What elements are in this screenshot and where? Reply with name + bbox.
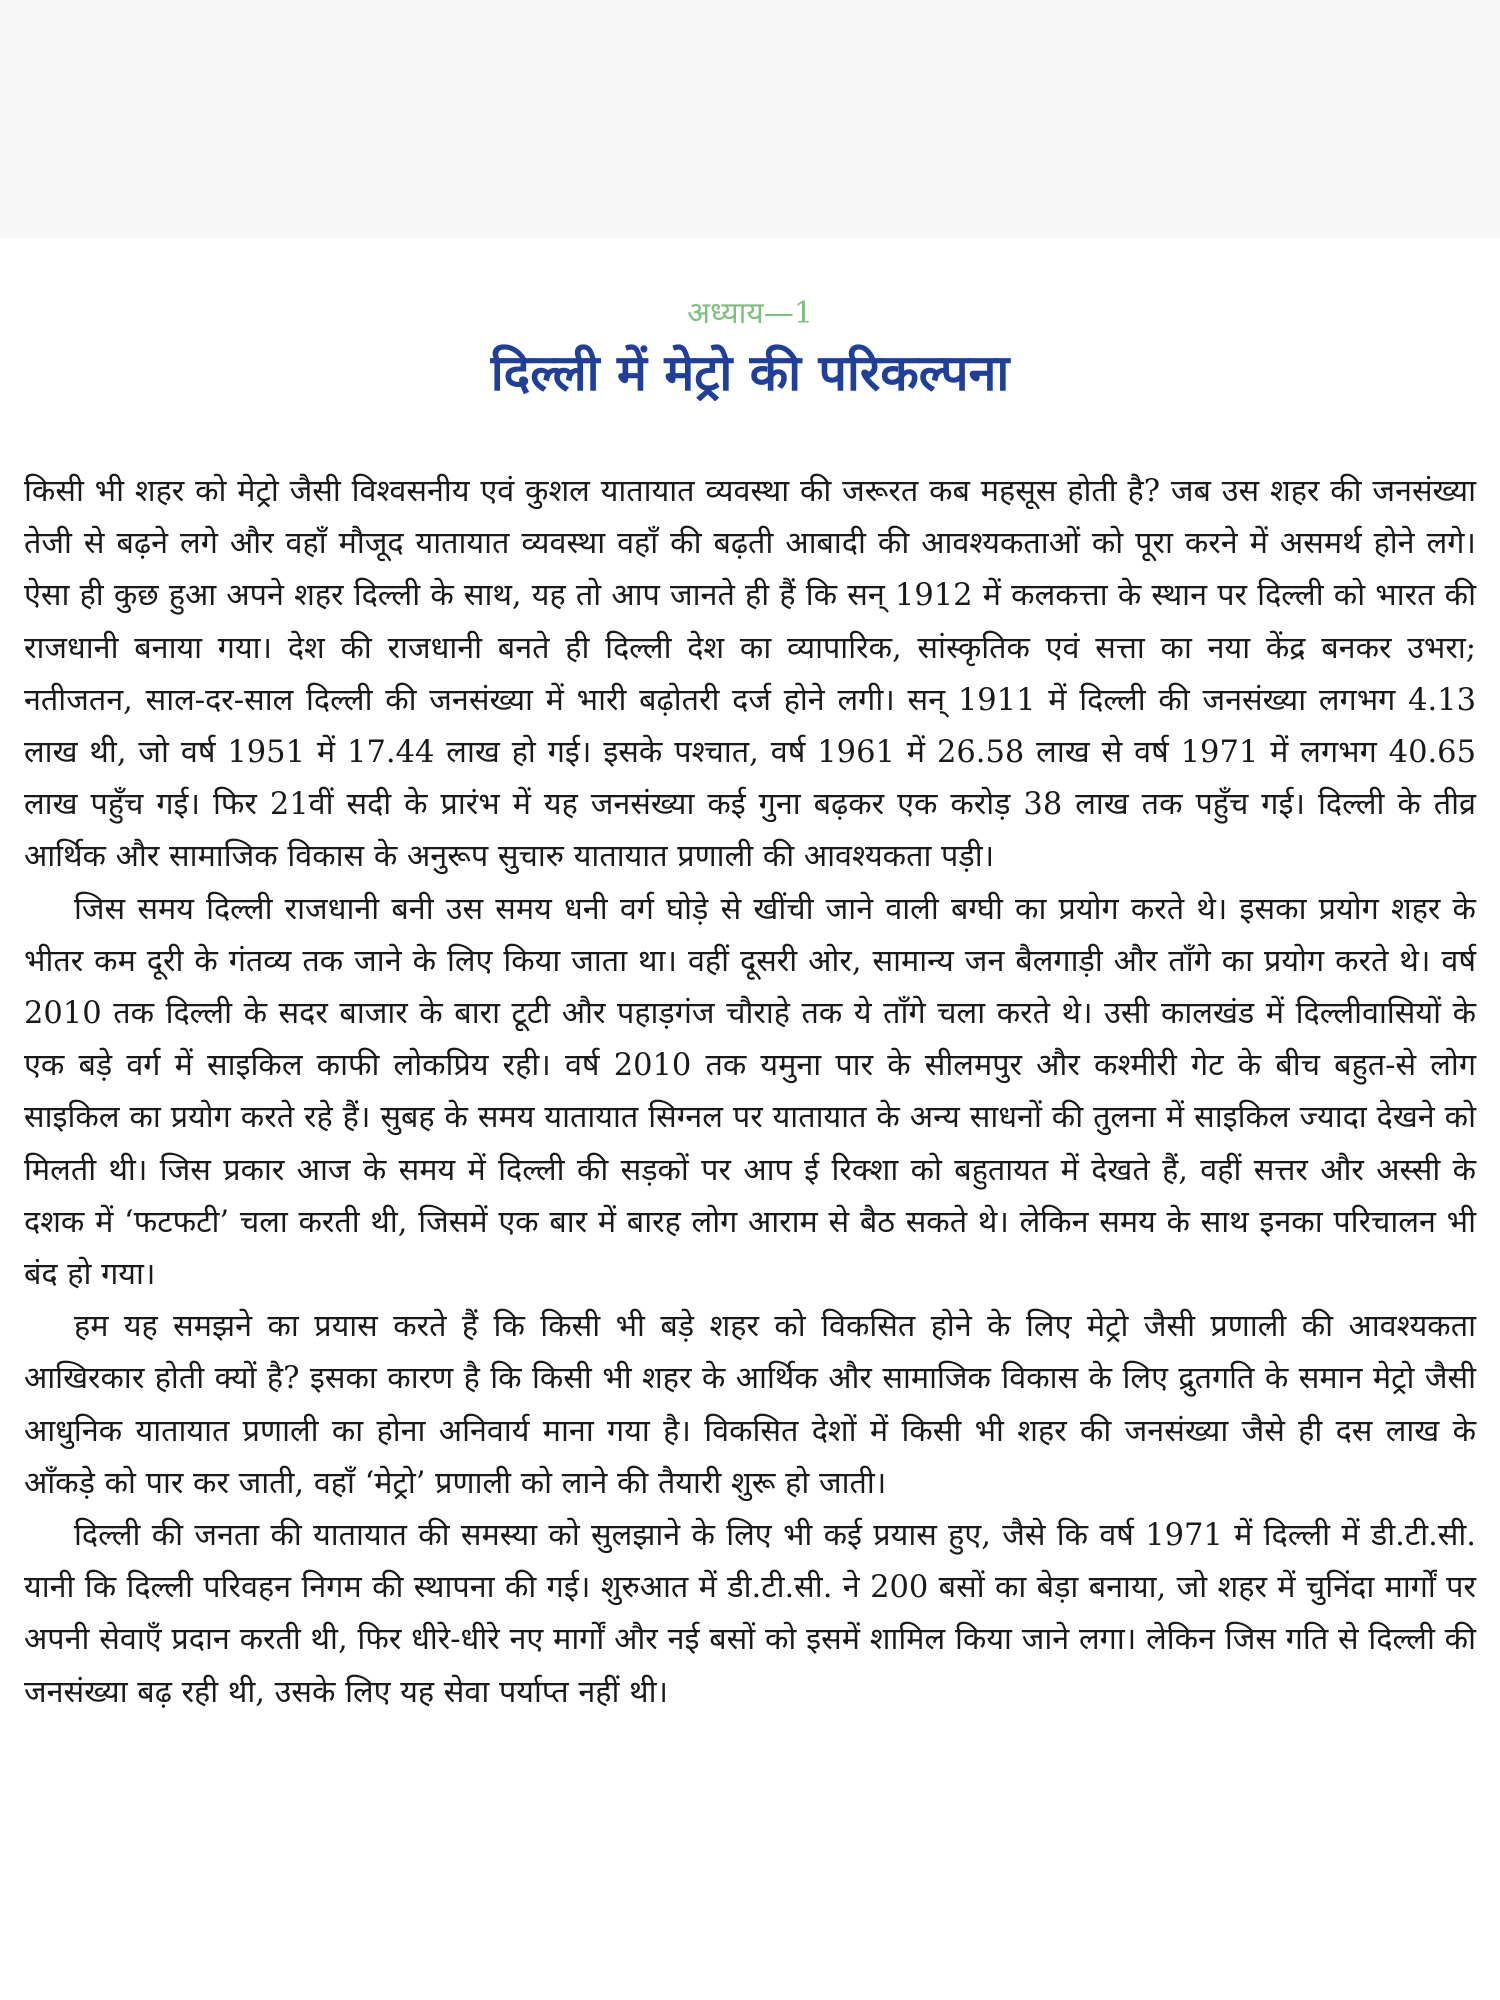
paragraph: दिल्ली की जनता की यातायात की समस्या को सुलझाने के लिए भी कई प्रयास हुए, जैसे कि वर्ष 1971 में दिल्ली में डी.टी.सी. यानी कि दिल्ली परिवहन निगम की स्थापना की गई। शुरुआत में डी.टी.सी. ने 200 बसों का बेड़ा बनाया, जो शहर में चुनिंदा मार्गों पर अपनी सेवाएँ प्रदान करती थी, फिर धीरे-धीरे नए मार्गों और नई बसों को इसमें शामिल किया जाने लगा। लेकिन जिस गति से दिल्ली की जनसंख्या बढ़ रही थी, उसके लिए यह सेवा पर्याप्त नहीं थी। xyxy=(24,1518,1476,1710)
chapter-number: अध्याय—1 xyxy=(687,296,813,331)
chapter-body xyxy=(24,466,1476,1719)
paragraph: हम यह समझने का प्रयास करते हैं कि किसी भी बड़े शहर को विकसित होने के लिए मेट्रो जैसी प्रणाली की आवश्यकता आखिरकार होती क्यों है? इसका कारण है कि किसी भी शहर के आर्थिक और सामाजिक विकास के लिए द्रुतगति के समान मेट्रो जैसी आधुनिक यातायात प्रणाली का होना अनिवार्य माना गया है। विकसित देशों में किसी भी शहर की जनसंख्या जैसे ही दस लाख के आँकड़े को पार कर जाती, वहाँ ‘मेट्रो’ प्रणाली को लाने की तैयारी शुरू हो जाती। xyxy=(24,1309,1476,1501)
top-margin-band xyxy=(0,0,1500,238)
book-page xyxy=(24,238,1476,1978)
paragraph: किसी भी शहर को मेट्रो जैसी विश्वसनीय एवं कुशल यातायात व्यवस्था की जरूरत कब महसूस होती है? जब उस शहर की जनसंख्या तेजी से बढ़ने लगे और वहाँ मौजूद यातायात व्यवस्था वहाँ की बढ़ती आबादी की आवश्यकताओं को पूरा करने में असमर्थ होने लगे। ऐसा ही कुछ हुआ अपने शहर दिल्ली के साथ, यह तो आप जानते ही हैं कि सन् 1912 में कलकत्ता के स्थान पर दिल्ली को भारत की राजधानी बनाया गया। देश की राजधानी बनते ही दिल्ली देश का व्यापारिक, सांस्कृतिक एवं सत्ता का नया केंद्र बनकर उभरा; नतीजतन, साल-दर-साल दिल्ली की जनसंख्या में भारी बढ़ोतरी दर्ज होने लगी। सन् 1911 में दिल्ली की जनसंख्या लगभग 4.13 लाख थी, जो वर्ष 1951 में 17.44 लाख हो गई। इसके पश्चात, वर्ष 1961 में 26.58 लाख से वर्ष 1971 में लगभग 40.65 लाख पहुँच गई। फिर 21वीं सदी के प्रारंभ में यह जनसंख्या कई गुना बढ़कर एक करोड़ 38 लाख तक पहुँच गई। दिल्ली के तीव्र आर्थिक और सामाजिक विकास के अनुरूप सुचारु यातायात प्रणाली की आवश्यकता पड़ी। xyxy=(24,474,1476,875)
paragraph: जिस समय दिल्ली राजधानी बनी उस समय धनी वर्ग घोड़े से खींची जाने वाली बग्घी का प्रयोग करते थे। इसका प्रयोग शहर के भीतर कम दूरी के गंतव्य तक जाने के लिए किया जाता था। वहीं दूसरी ओर, सामान्य जन बैलगाड़ी और ताँगे का प्रयोग करते थे। वर्ष 2010 तक दिल्ली के सदर बाजार के बारा टूटी और पहाड़गंज चौराहे तक ये ताँगे चला करते थे। उसी कालखंड में दिल्लीवासियों के एक बड़े वर्ग में साइकिल काफी लोकप्रिय रही। वर्ष 2010 तक यमुना पार के सीलमपुर और कश्मीरी गेट के बीच बहुत-से लोग साइकिल का प्रयोग करते रहे हैं। सुबह के समय यातायात सिग्नल पर यातायात के अन्य साधनों की तुलना में साइकिल ज्यादा देखने को मिलती थी। जिस प्रकार आज के समय में दिल्ली की सड़कों पर आप ई रिक्शा को बहुतायत में देखते हैं, वहीं सत्तर और अस्सी के दशक में ‘फटफटी’ चला करती थी, जिसमें एक बार में बारह लोग आराम से बैठ सकते थे। लेकिन समय के साथ इनका परिचालन भी बंद हो गया। xyxy=(24,891,1476,1293)
chapter-title: दिल्ली में मेट्रो की परिकल्पना xyxy=(490,343,1010,402)
